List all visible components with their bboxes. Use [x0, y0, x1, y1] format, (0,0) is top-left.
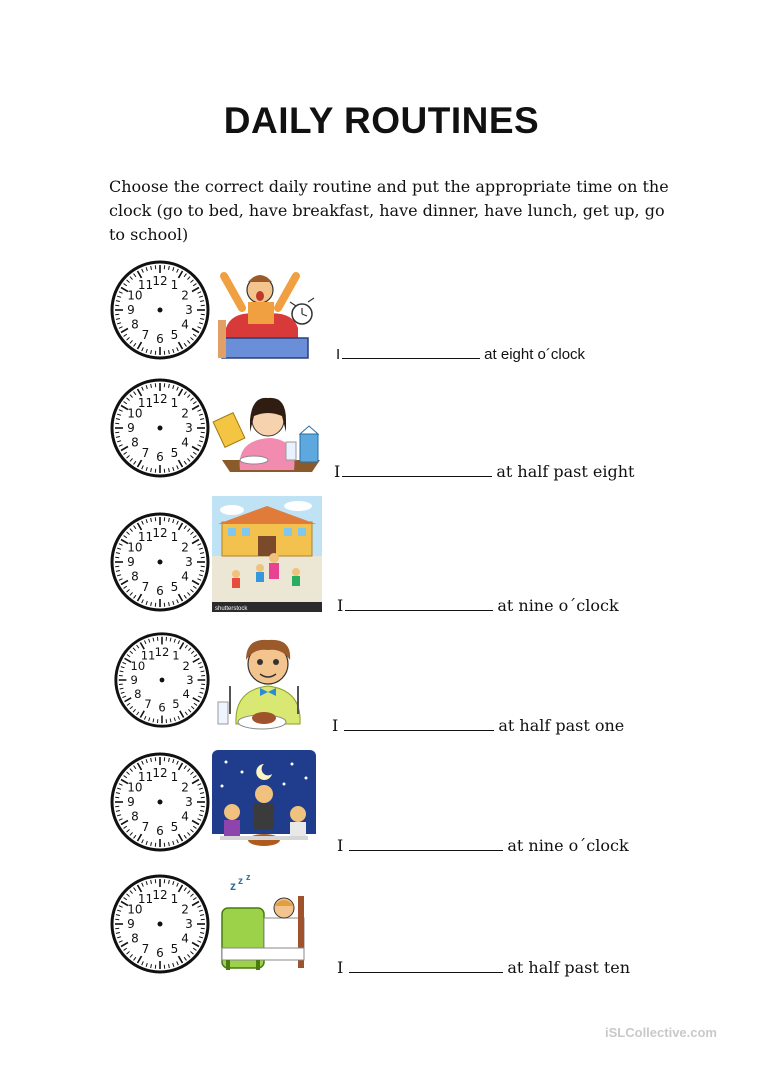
- picture-caption: shutterstock: [215, 606, 248, 612]
- answer-time: at half past one: [498, 716, 625, 735]
- clock-number: 11: [137, 891, 154, 906]
- clock-number: 6: [158, 700, 166, 715]
- clock-number: 1: [170, 891, 179, 906]
- clock-number: 11: [137, 529, 154, 544]
- clock-number: 10: [127, 288, 143, 303]
- clock-number: 11: [137, 769, 154, 784]
- clock-number: 2: [181, 406, 189, 421]
- clock-number: 4: [181, 809, 189, 824]
- clock-number: 4: [181, 569, 189, 584]
- clock-number: 12: [154, 644, 170, 659]
- clock-center: [158, 922, 163, 927]
- instructions: Choose the correct daily routine and put the appropriate time on the clock (go to bed, have breakfast, have dinner, have lunch, get up, go to school): [109, 177, 669, 244]
- clock-number: 12: [152, 392, 168, 406]
- answer-time: at nine o´clock: [497, 596, 619, 615]
- clock-number: 2: [181, 780, 189, 795]
- clock-number: 12: [152, 274, 168, 288]
- answer-prefix: I: [332, 716, 339, 735]
- clock-number: 5: [170, 820, 179, 835]
- clock-number: 1: [170, 277, 179, 292]
- answer-prefix: I: [337, 836, 344, 855]
- clock-number: 3: [186, 672, 194, 687]
- clock-number: 5: [170, 446, 179, 461]
- answer-blank[interactable]: [345, 596, 493, 611]
- clock-number: 9: [127, 303, 135, 317]
- clock-number: 2: [181, 540, 189, 555]
- clock-number: 12: [152, 526, 168, 540]
- routine-row: [0, 750, 763, 860]
- clock-number: 5: [172, 696, 180, 711]
- routine-row: [0, 630, 763, 740]
- svg-text:z: z: [238, 876, 243, 887]
- svg-text:z: z: [246, 872, 251, 882]
- clock-number: 9: [127, 917, 135, 931]
- clock-number: 7: [141, 446, 150, 461]
- answer-blank[interactable]: [349, 958, 503, 973]
- answer-time: at half past ten: [507, 958, 631, 977]
- clock-number: 3: [185, 555, 193, 569]
- clock-number: 7: [141, 942, 150, 957]
- answer-line: [334, 462, 634, 481]
- clock-number: 1: [172, 648, 180, 663]
- clock-number: 10: [127, 540, 143, 555]
- clock-number: 9: [130, 672, 138, 687]
- routine-row: [0, 258, 763, 368]
- routine-row: [0, 376, 763, 486]
- clock-number: 1: [170, 769, 179, 784]
- answer-prefix: I: [336, 346, 341, 363]
- clock-number: 8: [131, 809, 139, 824]
- clock-number: 9: [127, 795, 135, 809]
- dinner-picture: [212, 750, 322, 858]
- answer-line: [337, 836, 629, 855]
- clock-number: 10: [127, 406, 143, 421]
- clock-number: 10: [127, 902, 143, 917]
- clock-number: 3: [185, 421, 193, 435]
- school-picture: [212, 496, 322, 612]
- clock-number: 4: [181, 317, 189, 332]
- answer-time: at eight o´clock: [484, 346, 586, 363]
- clock-number: 7: [141, 820, 150, 835]
- answer-line: [337, 596, 619, 615]
- clock-number: 4: [181, 931, 189, 946]
- clock-number: 6: [156, 332, 164, 346]
- clock-number: 3: [185, 303, 193, 317]
- answer-blank[interactable]: [349, 836, 503, 851]
- clock-number: 9: [127, 421, 135, 435]
- clock-center: [160, 678, 165, 683]
- clock-number: 11: [137, 395, 154, 410]
- clock-number: 1: [170, 529, 179, 544]
- clock-number: 10: [127, 780, 143, 795]
- clock-number: 7: [144, 696, 152, 711]
- answer-blank[interactable]: [342, 462, 492, 477]
- lunch-picture: [212, 630, 322, 738]
- clock-number: 12: [152, 888, 168, 902]
- bed-picture: [212, 872, 322, 980]
- blank-clock[interactable]: [108, 376, 212, 480]
- clock-number: 8: [131, 435, 139, 450]
- answer-time: at half past eight: [496, 462, 635, 481]
- clock-number: 9: [127, 555, 135, 569]
- clock-number: 3: [185, 917, 193, 931]
- blank-clock[interactable]: [108, 750, 212, 854]
- clock-number: 6: [156, 824, 164, 838]
- clock-number: 8: [131, 569, 139, 584]
- routine-row: [0, 496, 763, 615]
- clock-number: 4: [181, 435, 189, 450]
- watermark: iSLCollective.com: [605, 1025, 717, 1040]
- blank-clock[interactable]: [108, 510, 212, 614]
- answer-prefix: I: [337, 958, 344, 977]
- answer-prefix: I: [334, 462, 341, 481]
- svg-text:z: z: [230, 879, 236, 893]
- clock-number: 1: [170, 395, 179, 410]
- answer-blank[interactable]: [342, 344, 480, 359]
- clock-number: 8: [134, 686, 142, 701]
- clock-number: 2: [182, 658, 190, 673]
- answer-line: [337, 958, 630, 977]
- clock-number: 7: [141, 328, 150, 343]
- blank-clock[interactable]: [108, 872, 212, 976]
- clock-number: 2: [181, 902, 189, 917]
- clock-number: 8: [131, 931, 139, 946]
- blank-clock[interactable]: [108, 258, 212, 362]
- answer-line: [332, 716, 624, 735]
- clock-number: 4: [182, 686, 190, 701]
- clock-number: 5: [170, 328, 179, 343]
- clock-center: [158, 426, 163, 431]
- clock-number: 3: [185, 795, 193, 809]
- clock-number: 5: [170, 580, 179, 595]
- clock-number: 11: [137, 277, 154, 292]
- clock-center: [158, 560, 163, 565]
- answer-prefix: I: [337, 596, 344, 615]
- clock-number: 6: [156, 946, 164, 960]
- answer-line: [336, 344, 585, 363]
- clock-center: [158, 308, 163, 313]
- breakfast-picture: [212, 376, 322, 484]
- clock-center: [158, 800, 163, 805]
- page-title: DAILY ROUTINES: [223, 100, 540, 141]
- routine-row: [0, 872, 763, 982]
- clock-number: 8: [131, 317, 139, 332]
- clock-number: 6: [156, 584, 164, 598]
- clock-number: 11: [140, 648, 156, 663]
- answer-blank[interactable]: [344, 716, 494, 731]
- blank-clock[interactable]: [112, 630, 212, 730]
- clock-number: 5: [170, 942, 179, 957]
- clock-number: 12: [152, 766, 168, 780]
- clock-number: 10: [130, 658, 146, 673]
- clock-number: 2: [181, 288, 189, 303]
- getting-up-picture: [212, 258, 322, 366]
- answer-time: at nine o´clock: [507, 836, 629, 855]
- clock-number: 6: [156, 450, 164, 464]
- clock-number: 7: [141, 580, 150, 595]
